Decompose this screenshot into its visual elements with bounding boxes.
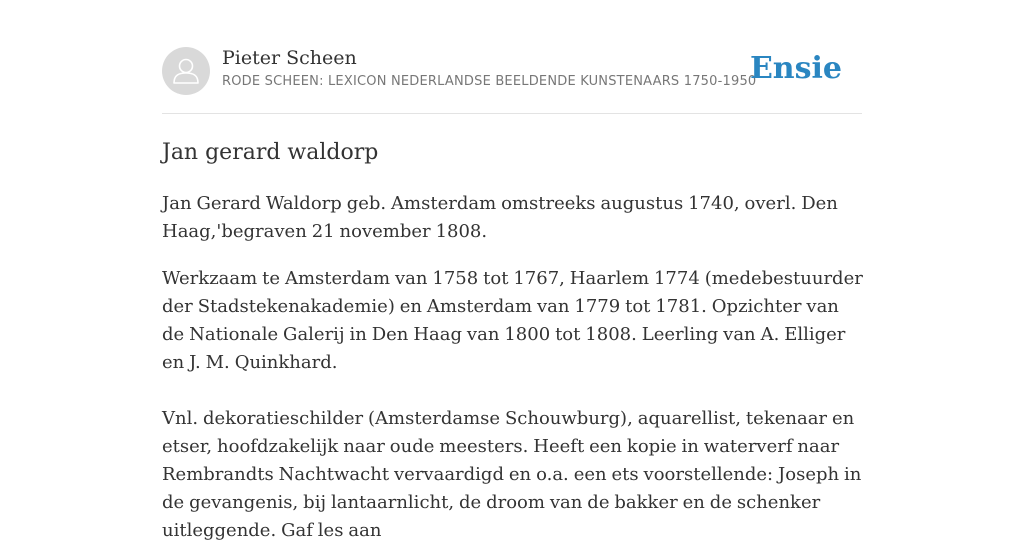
header-divider — [162, 113, 862, 114]
article-paragraph: Werkzaam te Amsterdam van 1758 tot 1767, Haarlem 1774 (medebestuurder der Stadstekenakademie) en Amsterdam van 1779 tot 1781. Opzichter van de Nationale Galerij in Den Haag van 1800 tot 1808. Leerling van A. Elliger en J. M. Quinkhard. — [162, 268, 863, 373]
article-paragraph: Jan Gerard Waldorp geb. Amsterdam omstreeks augustus 1740, overl. Den Haag,'begraven 21 november 1808. — [162, 193, 838, 242]
author-avatar[interactable] — [162, 47, 210, 95]
author-header — [162, 46, 862, 96]
user-silhouette-icon — [162, 47, 210, 95]
article — [162, 136, 864, 545]
author-name[interactable]: Pieter Scheen — [222, 47, 357, 69]
source-lexicon[interactable]: RODE SCHEEN: LEXICON NEDERLANDSE BEELDENDE KUNSTENAARS 1750-1950 — [222, 74, 757, 89]
brand-logo[interactable]: Ensie — [749, 51, 842, 86]
article-paragraph: Vnl. dekoratieschilder (Amsterdamse Schouwburg), aquarellist, tekenaar en etser, hoofdzakelijk naar oude meesters. Heeft een kopie in waterverf naar Rembrandts Nachtwacht vervaardigd en o.a. een ets voorstellende: Joseph in de gevangenis, bij lantaarnlicht, de droom van de bakker en de schenker uitleggende. Gaf les aan — [162, 408, 862, 541]
article-title: Jan gerard waldorp — [162, 140, 379, 165]
